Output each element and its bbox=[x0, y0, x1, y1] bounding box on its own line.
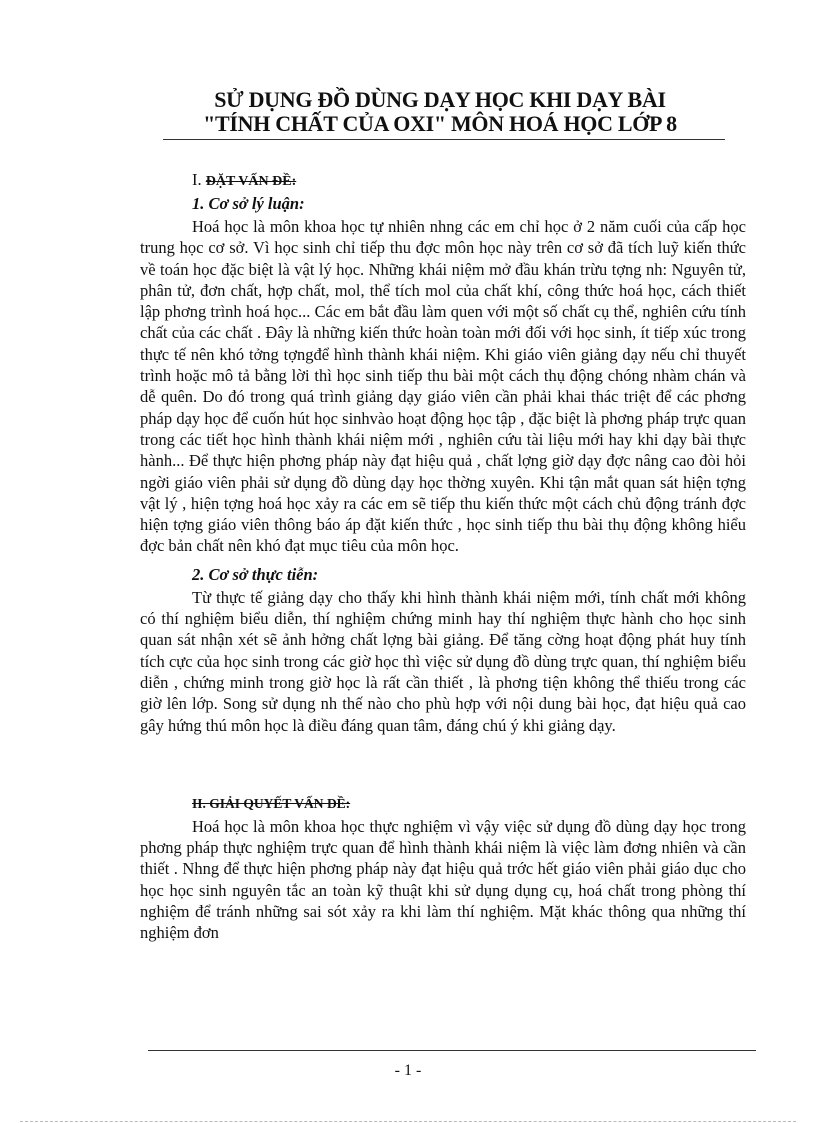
section-2-paragraph: Hoá học là môn khoa học thực nghiệm vì vậy việc sử dụng đồ dùng dạy học trong phơng pháp thực nghiệm trực quan để hình thành khái niệm là việc làm đơng nhiên và cần thiết . Nhng để thực hiện phơng pháp này đạt hiệu quả trớc hết giáo viên phải giáo dục cho học học sinh nguyên tắc an toàn kỹ thuật khi sử dụng dụng cụ, hoá chất trong phòng thí nghiệm để tránh những sai sót xảy ra khi làm thí nghiệm. Mặt khác thông qua những thí nghiệm đơn bbox=[140, 816, 746, 943]
title-line-2: "TÍNH CHẤT CỦA OXI" MÔN HOÁ HỌC LỚP 8 bbox=[203, 111, 677, 136]
subsection-1-paragraph: Hoá học là môn khoa học tự nhiên nhng các em chỉ học ở 2 năm cuối của cấp học trung học cơ sở. Vì học sinh chỉ tiếp thu đợc môn học này trên cơ sở đã tích luỹ kiến thức về toán học đặc biệt là vật lý học. Những khái niệm mở đầu khán trừu tợng nh: Nguyên tử, phân tử, đơn chất, hợp chất, mol, thể tích mol của chất khí, công thức hoá học, cách thiết lập phơng trình hoá học... Các em bắt đầu làm quen với một số chất cụ thể, nghiên cứu tính chất của các chất . Đây là những kiến thức hoàn toàn mới đối với học sinh, ít tiếp xúc trong thực tế nên khó tởng tợngđể hình thành khái niệm. Khi giáo viên giảng dạy nếu chỉ thuyết trình hoặc mô tả bằng lời thì học sinh tiếp thu bài một cách thụ động chóng nhàm chán và dễ quên. Do đó trong quá trình giảng dạy giáo viên cần phải khai thác triệt để các phơng pháp dạy học để cuốn hút học sinhvào hoạt động học tập , đặc biệt là phơng pháp trực quan trong các tiết học hình thành khái niệm mới , nghiên cứu tài liệu mới hay khi dạy bài thực hành... Để thực hiện phơng pháp này đạt hiệu quả , chất lợng giờ dạy đợc nâng cao đòi hỏi ngời giáo viên phải sử dụng đồ dùng dạy học thờng xuyên. Khi tận mắt quan sát hiện tợng vật lý , hiện tợng hoá học xảy ra các em sẽ tiếp thu kiến thức một cách chủ động tránh đợc hiện tợng giáo viên thông báo áp đặt kiến thức , học sinh tiếp thu bài thụ động không hiểu đợc bản chất nên khó đạt mục tiêu của môn học. bbox=[140, 217, 746, 556]
subsection-2-heading: 2. Cơ sở thực tiễn: bbox=[192, 564, 319, 584]
page-number: - 1 - bbox=[394, 1062, 422, 1079]
subsection-2-paragraph: Từ thực tế giảng dạy cho thấy khi hình thành khái niệm mới, tính chất mới không có thí nghiệm biểu diễn, thí nghiệm chứng minh hay thí nghiệm thực hành cho học sinh quan sát nhận xét sẽ ảnh hởng chất lợng bài giảng. Để tăng cờng hoạt động phát huy tính tích cực của học sinh trong các giờ học thì việc sử dụng đồ dùng trực quan, thí nghiệm biểu diễn , chứng minh trong giờ học là rất cần thiết , là phơng tiện không thể thiếu trong các giờ lên lớp. Song sử dụng nh thế nào cho phù hợp với nội dung bài học, đạt hiệu quả cao gây hứng thú môn học là điều đáng quan tâm, đáng chú ý khi giảng dạy. bbox=[140, 587, 746, 735]
title-divider bbox=[163, 139, 725, 140]
subsection-1-heading: 1. Cơ sở lý luận: bbox=[192, 194, 305, 213]
document-title bbox=[150, 88, 730, 136]
page-break-line bbox=[20, 1121, 796, 1122]
title-line-1: SỬ DỤNG ĐỒ DÙNG DẠY HỌC KHI DẠY BÀI bbox=[214, 87, 666, 112]
section-1-title: ĐẶT VẤN ĐỀ: bbox=[205, 174, 297, 189]
spacer bbox=[140, 736, 746, 792]
section-2-heading: II. GIẢI QUYẾT VẤN ĐỀ: bbox=[192, 795, 351, 811]
document-body bbox=[140, 168, 746, 944]
footer-divider bbox=[148, 1050, 756, 1051]
section-1-number: I. bbox=[192, 170, 206, 189]
section-1-heading bbox=[192, 168, 746, 192]
